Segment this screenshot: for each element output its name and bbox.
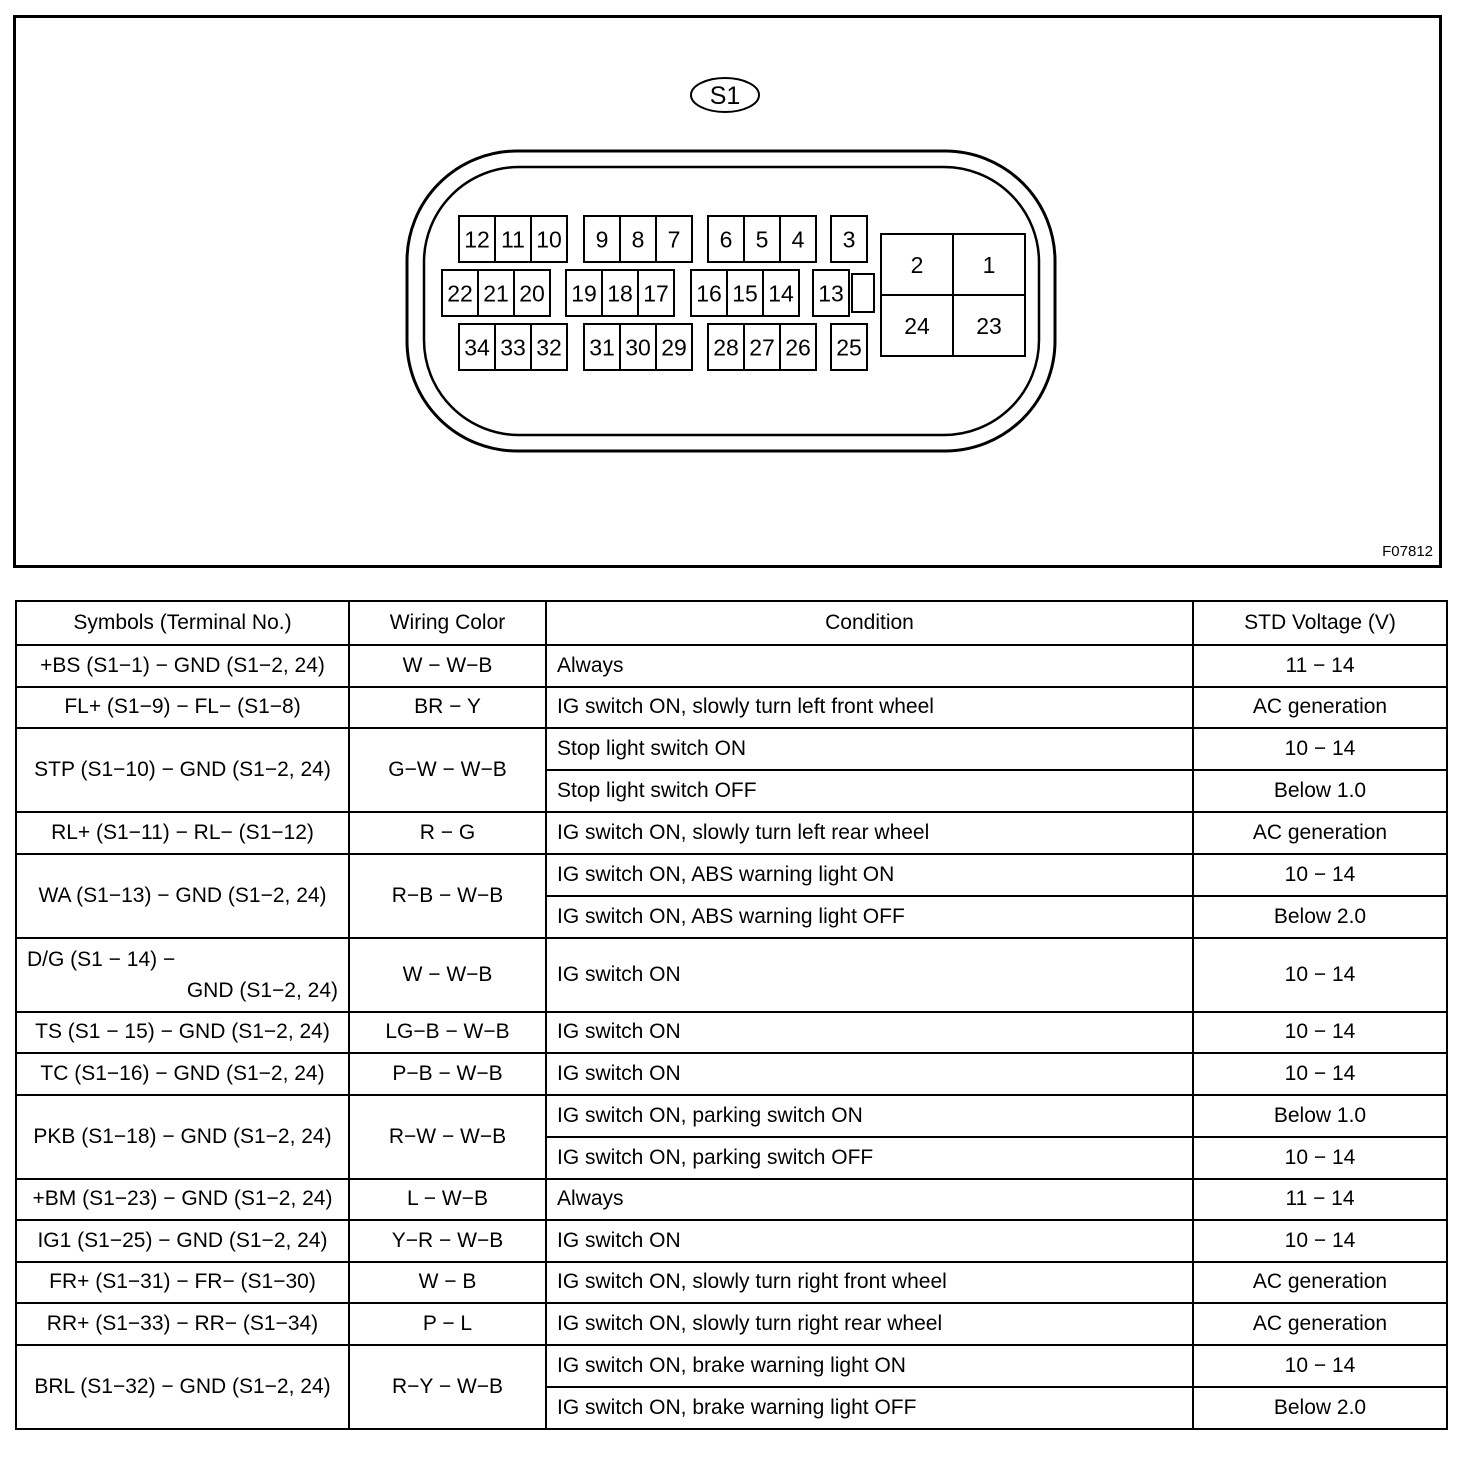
cell-wiring-color: L − W−B bbox=[349, 1179, 546, 1221]
cell-condition: IG switch ON, ABS warning light OFF bbox=[546, 896, 1193, 938]
table-row bbox=[16, 687, 1447, 729]
pin-number: 15 bbox=[732, 280, 758, 307]
cell-wiring-color: R − G bbox=[349, 812, 546, 854]
cell-std-voltage: 10 − 14 bbox=[1193, 938, 1447, 1012]
table-row bbox=[16, 812, 1447, 854]
cell-symbol: TS (S1 − 15) − GND (S1−2, 24) bbox=[16, 1012, 349, 1054]
cell-symbol: RR+ (S1−33) − RR− (S1−34) bbox=[16, 1303, 349, 1345]
cell-symbol bbox=[16, 938, 349, 1012]
pin-number: 34 bbox=[464, 334, 490, 361]
cell-wiring-color: P−B − W−B bbox=[349, 1053, 546, 1095]
cell-wiring-color: G−W − W−B bbox=[349, 728, 546, 812]
pin-number: 17 bbox=[643, 280, 669, 307]
pin-number: 16 bbox=[696, 280, 722, 307]
cell-condition: Always bbox=[546, 1179, 1193, 1221]
cell-wiring-color: LG−B − W−B bbox=[349, 1012, 546, 1054]
pin-number: 6 bbox=[719, 226, 733, 253]
pin-number: 24 bbox=[904, 312, 930, 339]
symbol-line-2: GND (S1−2, 24) bbox=[186, 978, 338, 1002]
cell-condition: Stop light switch ON bbox=[546, 728, 1193, 770]
pin-number: 14 bbox=[768, 280, 794, 307]
cell-wiring-color: R−W − W−B bbox=[349, 1095, 546, 1179]
cell-symbol: WA (S1−13) − GND (S1−2, 24) bbox=[16, 854, 349, 938]
table-row bbox=[16, 1303, 1447, 1345]
pin-number: 20 bbox=[519, 280, 545, 307]
cell-condition: IG switch ON, slowly turn left front wheel bbox=[546, 687, 1193, 729]
cell-std-voltage: Below 1.0 bbox=[1193, 770, 1447, 812]
pin-number: 3 bbox=[842, 226, 856, 253]
cell-wiring-color: BR − Y bbox=[349, 687, 546, 729]
table-row bbox=[16, 1012, 1447, 1054]
pin-number: 28 bbox=[713, 334, 739, 361]
cell-wiring-color: W − W−B bbox=[349, 645, 546, 687]
connector-key-slot bbox=[852, 274, 874, 312]
cell-std-voltage: 11 − 14 bbox=[1193, 1179, 1447, 1221]
cell-symbol: BRL (S1−32) − GND (S1−2, 24) bbox=[16, 1345, 349, 1429]
cell-std-voltage: 10 − 14 bbox=[1193, 1137, 1447, 1179]
cell-std-voltage: 10 − 14 bbox=[1193, 1345, 1447, 1387]
connector-label: S1 bbox=[709, 82, 741, 110]
cell-std-voltage: 10 − 14 bbox=[1193, 1220, 1447, 1262]
cell-std-voltage: 10 − 14 bbox=[1193, 1053, 1447, 1095]
table-row bbox=[16, 1262, 1447, 1304]
pin-number: 25 bbox=[836, 334, 862, 361]
cell-condition: IG switch ON bbox=[546, 1012, 1193, 1054]
cell-symbol: RL+ (S1−11) − RL− (S1−12) bbox=[16, 812, 349, 854]
pin-number: 10 bbox=[536, 226, 562, 253]
cell-condition: IG switch ON, parking switch OFF bbox=[546, 1137, 1193, 1179]
table-row bbox=[16, 854, 1447, 896]
cell-std-voltage: AC generation bbox=[1193, 1303, 1447, 1345]
symbol-line-1: D/G (S1 − 14) − bbox=[27, 947, 176, 971]
cell-wiring-color: R−Y − W−B bbox=[349, 1345, 546, 1429]
header-wiring-color: Wiring Color bbox=[349, 601, 546, 645]
header-std-voltage: STD Voltage (V) bbox=[1193, 601, 1447, 645]
cell-std-voltage: AC generation bbox=[1193, 812, 1447, 854]
connector-figure bbox=[13, 15, 1442, 568]
cell-condition: Always bbox=[546, 645, 1193, 687]
cell-std-voltage: Below 2.0 bbox=[1193, 896, 1447, 938]
table-row bbox=[16, 1053, 1447, 1095]
cell-std-voltage: AC generation bbox=[1193, 1262, 1447, 1304]
cell-wiring-color: R−B − W−B bbox=[349, 854, 546, 938]
table-row bbox=[16, 728, 1447, 770]
table-row bbox=[16, 938, 1447, 1012]
pin-number: 18 bbox=[607, 280, 633, 307]
table-row bbox=[16, 1095, 1447, 1137]
pin-number: 7 bbox=[667, 226, 681, 253]
pin-number: 22 bbox=[447, 280, 473, 307]
cell-wiring-color: Y−R − W−B bbox=[349, 1220, 546, 1262]
cell-symbol: +BM (S1−23) − GND (S1−2, 24) bbox=[16, 1179, 349, 1221]
pin-number: 9 bbox=[595, 226, 609, 253]
pin-number: 12 bbox=[464, 226, 490, 253]
header-symbols: Symbols (Terminal No.) bbox=[16, 601, 349, 645]
pin-number: 4 bbox=[791, 226, 805, 253]
pin-number: 13 bbox=[818, 280, 844, 307]
cell-condition: IG switch ON bbox=[546, 938, 1193, 1012]
cell-symbol: FL+ (S1−9) − FL− (S1−8) bbox=[16, 687, 349, 729]
cell-std-voltage: Below 2.0 bbox=[1193, 1387, 1447, 1429]
cell-std-voltage: AC generation bbox=[1193, 687, 1447, 729]
symbol-two-line bbox=[27, 944, 338, 1006]
cell-symbol: FR+ (S1−31) − FR− (S1−30) bbox=[16, 1262, 349, 1304]
pin-number: 21 bbox=[483, 280, 509, 307]
cell-condition: IG switch ON bbox=[546, 1053, 1193, 1095]
pin-number: 5 bbox=[755, 226, 769, 253]
cell-condition: IG switch ON, slowly turn right front wheel bbox=[546, 1262, 1193, 1304]
cell-wiring-color: W − W−B bbox=[349, 938, 546, 1012]
figure-code: F07812 bbox=[1382, 543, 1433, 560]
pin-number: 1 bbox=[982, 251, 996, 278]
cell-std-voltage: 10 − 14 bbox=[1193, 1012, 1447, 1054]
table-row bbox=[16, 1345, 1447, 1387]
cell-wiring-color: P − L bbox=[349, 1303, 546, 1345]
header-condition: Condition bbox=[546, 601, 1193, 645]
pin-number: 26 bbox=[785, 334, 811, 361]
table-row bbox=[16, 645, 1447, 687]
cell-condition: IG switch ON, slowly turn left rear wheel bbox=[546, 812, 1193, 854]
cell-condition: IG switch ON, brake warning light ON bbox=[546, 1345, 1193, 1387]
cell-condition: IG switch ON bbox=[546, 1220, 1193, 1262]
cell-std-voltage: 11 − 14 bbox=[1193, 645, 1447, 687]
cell-wiring-color: W − B bbox=[349, 1262, 546, 1304]
pin-number: 8 bbox=[631, 226, 645, 253]
cell-std-voltage: Below 1.0 bbox=[1193, 1095, 1447, 1137]
pin-number: 2 bbox=[910, 251, 924, 278]
pin-number: 31 bbox=[589, 334, 615, 361]
cell-condition: IG switch ON, slowly turn right rear wheel bbox=[546, 1303, 1193, 1345]
pin-number: 32 bbox=[536, 334, 562, 361]
cell-condition: Stop light switch OFF bbox=[546, 770, 1193, 812]
pin-number: 29 bbox=[661, 334, 687, 361]
cell-symbol: +BS (S1−1) − GND (S1−2, 24) bbox=[16, 645, 349, 687]
pin-number: 30 bbox=[625, 334, 651, 361]
cell-symbol: TC (S1−16) − GND (S1−2, 24) bbox=[16, 1053, 349, 1095]
cell-symbol: STP (S1−10) − GND (S1−2, 24) bbox=[16, 728, 349, 812]
cell-std-voltage: 10 − 14 bbox=[1193, 728, 1447, 770]
pin-number: 23 bbox=[976, 312, 1002, 339]
connector-diagram bbox=[16, 18, 1439, 565]
table-row bbox=[16, 1179, 1447, 1221]
cell-condition: IG switch ON, brake warning light OFF bbox=[546, 1387, 1193, 1429]
pin-number: 33 bbox=[500, 334, 526, 361]
table-row bbox=[16, 1220, 1447, 1262]
pin-number: 19 bbox=[571, 280, 597, 307]
pin-number: 11 bbox=[501, 226, 525, 253]
cell-condition: IG switch ON, parking switch ON bbox=[546, 1095, 1193, 1137]
cell-symbol: IG1 (S1−25) − GND (S1−2, 24) bbox=[16, 1220, 349, 1262]
pin-number: 27 bbox=[749, 334, 775, 361]
cell-condition: IG switch ON, ABS warning light ON bbox=[546, 854, 1193, 896]
terminal-spec-table bbox=[15, 600, 1448, 1430]
cell-symbol: PKB (S1−18) − GND (S1−2, 24) bbox=[16, 1095, 349, 1179]
cell-std-voltage: 10 − 14 bbox=[1193, 854, 1447, 896]
table-header-row bbox=[16, 601, 1447, 645]
